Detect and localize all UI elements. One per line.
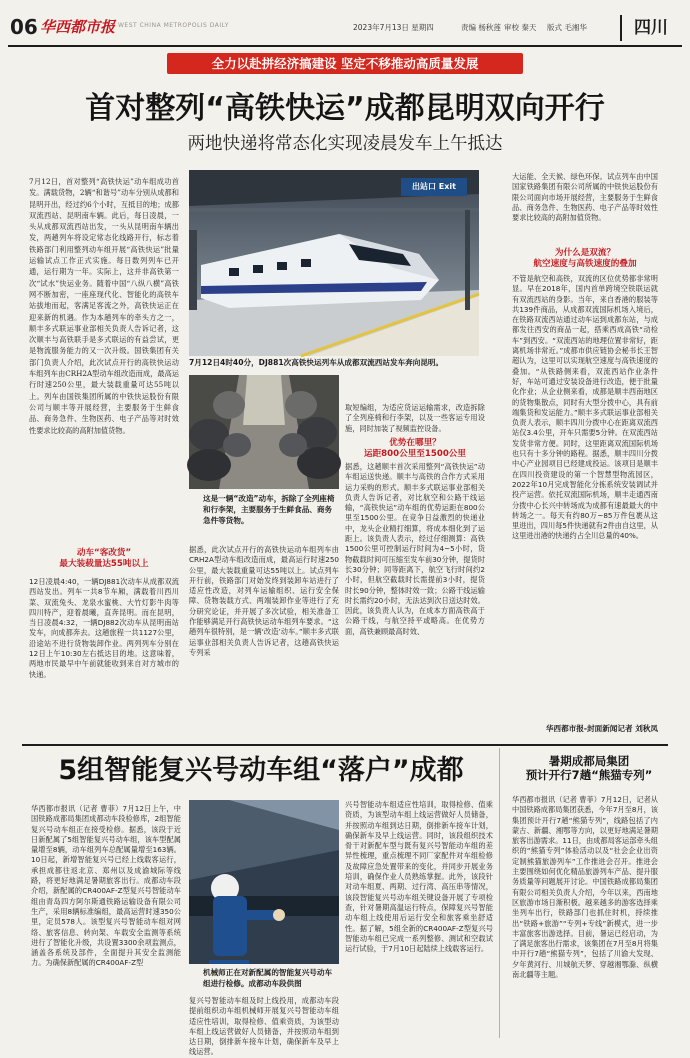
- story1-col1b-text: 12日凌晨4:40，一辆DJ881次动车从成都双流西站发出。列车一共8节车厢，满载着川西川菜、双流兔头、龙泉水蜜桃、大竹灯影牛肉等四川特产，迎着晨曦，直奔昆明。而在昆明，当日凌晨4:32，一辆DJ882次动车从昆明南站发车，向成都奔去。这趟旅程一共1127公里，沿途站不进行货物装卸作业。两列列车分别在12日上午10:30左右抵达目的地。这意味着，两地市民最早中午前就能收到来自对方城市的快递。: [29, 577, 179, 679]
- story1-col2-text: 据悉，此次试点开行的高铁快运动车组列车由CRH2A型动车组改造而成，最高运行时速250公里，最大装载重量可达55吨以上。试点列车开行前，铁路部门对始发终到装卸车站进行了适应性改造，对列车运输组织、运行安全保障、货物装载方式、两端装卸作业等进行了充分研究论证，并开展了多次试验，相关准备工作能够满足开行高铁快运动车组列车要求。“这趟列车很特别，是一辆‘改造’动车。”顺丰多式联运事业部相关负责人告诉记者，这趟高铁快运专列采: [189, 545, 339, 657]
- story2-col3-text: 兴号智能动车组适应性培训，取得检修、值乘资质，为该型动车组上线运营做好人员储备，并按照动车组到达日期，倒排新车接车计划，确保新车及早上线运营。同时，该段组织技术骨干对新配车型与既有复兴号智能动车组的差异性梳理，重点梳理不同厂家配件对车组检修及故障应急处置带来的变化，并同步开展业务培训，确保作业人员熟练掌握。此外，该段针对动车组夏、两期、过行湾、高压串等情况，该段智能复兴号动车组关键设备开展了专项检查，针对暑期高温运行特点，保障复兴号智能动车组上线使用后运行安全和旅客乘坐舒适性。据了解，5组全新的CR400AF-Z型复兴号智能动车组已完成一系列整修、测试和空载试运行试验，于7月10日起陆续上线载客运行。: [345, 800, 493, 954]
- section-label: 四川: [620, 15, 680, 41]
- masthead-logo: 华西都市报: [40, 18, 116, 36]
- mechanic-illustration: [189, 800, 339, 964]
- story-divider: [22, 744, 668, 746]
- header-rule: [8, 45, 682, 47]
- subheading-1: [29, 548, 179, 570]
- photo1-caption: 7月12日4时40分，DJ881次高铁快运列车从成都双流西站发车奔向昆明。: [189, 358, 444, 367]
- banner-slogan: 全力以赴拼经济搞建设 坚定不移推动高质量发展: [211, 56, 479, 71]
- story1-col3-text: 取短编组，为适应货运运输需求，改造拆除了全列座椅和行李架，以及一些客运专用设施，同时加装了视频监控设备。: [345, 403, 485, 433]
- subheading-3: [512, 248, 658, 270]
- high-speed-train-illustration: [189, 170, 479, 356]
- page-header: [0, 14, 690, 48]
- page-number: 06: [10, 15, 38, 39]
- story3-text: 华西都市报讯（记者 曹菲）7月12日，记者从中国铁路成都局集团获悉，今年7月至8月，该集团预计开行7趟“熊猫专列”，线路包括了内蒙古、新疆、湘鄂等方向，以更好地满足暑期旅客出游需求。11日，由成都局客运部牵头组织的“熊猫专列”体验活动以及“社会企业出资定制熊猫旅游列车”工作推进会召开。推进会主要围绕如何优化精品旅游列车产品、提升服务质量等问题展开讨论。中国铁路成都局集团有限公司相关负责人介绍，今年以来，西南地区旅游市场日渐积极。越来越多的游客选择乘坐列车出行，铁路部门也抓住时机，持续推出“铁路+旅游”“专列+专线”新模式，进一步丰富旅客出游选择。目前，暑运已经启动，为了满足旅客出行需求，该集团在7月至8月将集中开行7趟“熊猫专列”，包括了川渝大发现、夕年黄河行、川城航天梦、穿越湘鄂滁、纵横南北疆等主题。: [512, 795, 658, 980]
- story2-col1-text: 华西都市报讯（记者 曹菲）7月12日上午，中国铁路成都局集团成都动车段检修库，2组智能复兴号动车组正在接受检修。据悉，该段于近日新配属了5组智能复兴号动车组，该车型配属量增至8辆，动车组列车总配属量增至163辆。10日起，新增智能复兴号已经上线载客运行，承担成都往返北京、郑州以及成渝城际等线路，将更好地满足暑期旅客出行。成都动车段介绍，新配属的CR400AF-Z型复兴号智能动车组由青岛四方阿尔斯通铁路运输设备有限公司生产，采用8辆标准编组，最高运营时速350公里，定员578人。该型复兴号智能动车组对网络、旅客信息、转向架、车载安全监测等系统进行了智能化升级，共设置3300余项监测点，涵盖各系统及部件，全面提升其安全监测能力。为确保新配属的CR400AF-Z型: [31, 804, 181, 968]
- story2-headline: 5组智能复兴号动车组“落户”成都: [58, 755, 464, 786]
- subheading-1-text: 动车“客改货” 最大装载量达55吨以上: [59, 548, 149, 569]
- cargo-carriage-illustration: [189, 375, 339, 489]
- story2-photo-mechanic: [189, 800, 339, 964]
- story1-col3b-text: 据悉，这趟顺丰首次采用整列“高铁快运”动车组运送快递。顺丰与高铁的合作方式采用运力采购的形式。顺丰多式联运事业部相关负责人告诉记者，对比航空和公路干线运输，“高铁快运”动车组的优势运距在800公里至1500公里。在竞争日益激烈的快递业中，龙头企业精打细算，将成本细化到了运距上。该负责人表示，经过仔细测算：高铁1500公里可控制运行时间为4~5小时，货物截载时间可压缩至发车前30分钟，提货时长30分钟；同等距离下，航空飞行时间约2小时，但航空截载时长需提前3小时，提货时长90分钟，整体时效一致；公路干线运输时长需约20小时，无法达到次日送达时效。因此，该负责人认为，在成本方面高铁高于公路干线，与航空持平或略高。在优势方面，高铁兼顾最高时效、: [345, 462, 485, 636]
- story1-col1-text: 7月12日，首对整列“高铁快运”动车组成功首发。满载货物，2辆“和谐号”动车分别从成都和昆明开出，经过约6个小时，互抵目的地；成都双流西站、昆明南车辆。此后，每日凌晨，一头从成都双流西站出发，一头从昆明南车辆出发，两趟列车将设定常态化线路开行，标志着铁路部门利用整列动车组开展“高铁快运”批量运输试点工作正式实施。每日数列列车已开通，运行期为一年。实际上，这并非高铁第一次“试水”快运业务。随着中国“八纵八横”高铁网不断加密，一座座现代化、智能化的高铁车站拔地而起，客满足客流之外，高铁快运正在迎来新的机遇。作为本趟列车的牵头方之一，顺丰多式联运事业部相关负责人告诉记者，这次顺丰与高铁联手是多式联运的有益尝试，更是物流服务能力的又一次升级。国铁集团有关部门负责人介绍，此次试点开行的高铁快运动车组列车由CRH2A型动车组改造而成，最高运行时速250公里，最大装载重量可达55吨以上。列车由国铁集团所属的中铁快运股份有限公司与顺丰等开展经营，主要服务于生鲜食品、商务急件、生物医药、电子产品等对时效性要求比较高的高附加值货物。: [29, 177, 179, 435]
- story2-col2-text: 复兴号智能动车组及时上线投用，成都动车段提前组织动车组机械师开展复兴号智能动车组适应性培训，取得检修、值乘资质，为该型动车组上线运营做好人员储备，并按照动车组到达日期，倒排新车接车计划，确保新车及早上线运营。: [189, 996, 339, 1057]
- editor-credit: 责编 杨秋莲: [461, 23, 501, 32]
- story2-photo-caption: 机械师正在对新配属的智能复兴号动车组进行检修。成都动车段供图: [203, 968, 333, 988]
- story3-headline-text: 暑期成都局集团 预计开行7趟“熊猫专列”: [525, 754, 653, 782]
- story1-headline: 首对整列“高铁快运”成都昆明双向开行: [85, 91, 605, 126]
- story1-col4b-text: 不管是航空和高铁，双流的区位优势都非常明显。早在2018年，国内首单跨境空铁联运就有双流西站的身影。当年，来自香港的服装等共139件商品，从成都双流国际机场入境后，在铁路双流西站通过动车运到成都东站，与成都发往西安的商品一起，搭乘西成高铁“动检车”到西安。“双流西站的地理位置非常好，距离机场非常近。”成都市供应链协会秘书长王智超认为，这里可以实现航空速度与高铁速度的叠加。“从铁路侧来看，双流西站作业条件好，车站可通过安装设备进行改造，便于批量化作业；从企业侧来看，成都是顺丰西南地区的货物集散点，同时有大型分拨中心，具有前端集货和发运能力。”顺丰多式联运事业部相关负责人表示，顺丰四川分拨中心在距离双流西站仅3.4公里，开车只需要5分钟。在双流西站发货非常方便。同时，这里距离双流国际机场也只有十多分钟的路程。据悉，顺丰四川分拨中心产业园项目已经建成投运。该项目是顺丰在四川投资建设的第一个智慧型物流园区，2022年10月完成智能化分拣系统安装调试并投产运营。依托双流国际机场，顺丰走通西南分拨中心长兴中转场成为成都有速最最大的中转场之一。每天有约80万~85万件包裹从这里进出，四川每5件快递就有2件由自这里，从这里进出港的快递约占全川总量的40%。: [512, 274, 658, 541]
- subheading-2-text: 优势在哪里？ 运距800公里至1500公里: [363, 438, 466, 459]
- designer-credit: 版式 毛湘华: [547, 23, 587, 32]
- exit-sign-text: 出站口 Exit: [412, 182, 456, 191]
- photo2-caption: 这是一辆“改造”动车，拆除了全列座椅和行李架，主要服务于生鲜食品、商务急件等货物。: [203, 494, 335, 525]
- masthead-english: WEST CHINA METROPOLIS DAILY: [118, 22, 229, 29]
- subheading-3-text: 为什么是双流？ 航空速度与高铁速度的叠加: [533, 248, 637, 269]
- story1-photo-train: [189, 170, 479, 356]
- story1-subheadline: 两地快递将常态化实现凌晨发车上午抵达: [187, 134, 503, 154]
- column-divider: [499, 748, 500, 1038]
- story1-byline: 华西都市报-封面新闻记者 刘秋凤: [545, 724, 658, 733]
- story1-photo-cargo: [189, 375, 339, 489]
- story1-col4-text: 大运能、全天候、绿色环保。试点列车由中国国家铁路集团有限公司所属的中铁快运股份有限公司面向市场开展经营，主要服务于生鲜食品、商务急件、生物医药、电子产品等时效性要求比较高的高附加值货物。: [512, 172, 658, 223]
- subheading-2: [345, 438, 485, 460]
- page-date: 2023年7月13日 星期四: [353, 23, 434, 32]
- reviewer-credit: 审校 秦天: [504, 23, 537, 32]
- story3-headline: [505, 754, 673, 782]
